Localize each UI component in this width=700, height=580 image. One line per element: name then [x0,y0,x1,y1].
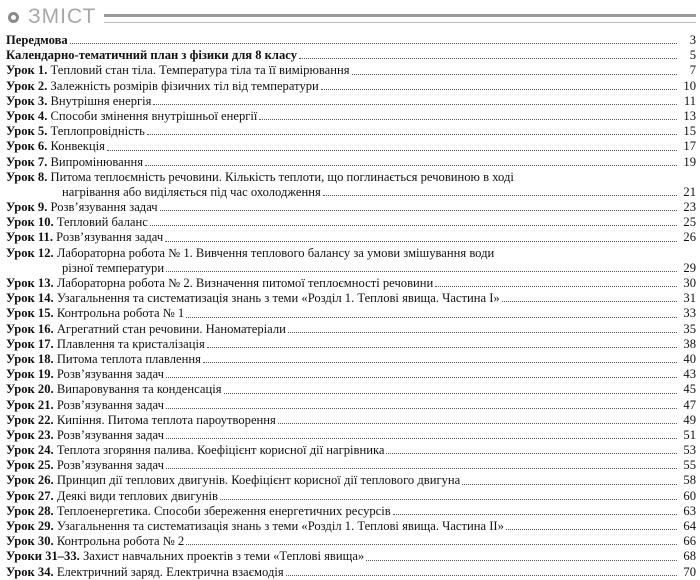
toc-label: Урок 20. [6,382,54,397]
circle-bullet-icon [8,12,19,23]
dot-leader [502,301,677,302]
dot-leader [366,560,677,561]
toc-title-continued: різної температури [62,260,165,275]
page-number: 26 [683,230,696,245]
dot-leader [321,89,677,90]
toc-line [6,413,696,428]
toc-text [6,322,286,337]
toc-line [6,428,696,443]
toc-text [6,63,350,78]
toc-title: Конвекція [50,139,105,154]
toc-label: Урок 1. [6,63,48,78]
toc-title: Кипіння. Питома теплота пароутворення [56,412,276,427]
page-number: 13 [683,108,696,123]
toc-text [6,413,276,428]
toc-label: Урок 10. [6,215,54,230]
toc-entry [6,382,696,397]
toc-line [6,489,696,504]
toc-line [6,322,696,337]
toc-label: Урок 34. [6,564,54,579]
dot-leader [150,225,677,226]
page-number: 38 [683,336,696,351]
toc-entry [6,458,696,473]
toc-text [6,382,222,397]
toc-line [6,246,696,261]
toc-label: Урок 8. [6,169,48,184]
page-number: 30 [683,276,696,291]
toc-label: Урок 28. [6,503,54,518]
toc-label: Урок 5. [6,124,48,139]
toc-text [6,458,164,473]
toc-title: Способи змінення внутрішньої енергії [50,108,258,123]
page-number: 31 [683,291,696,306]
header-rule [104,14,696,23]
toc-label: Урок 22. [6,412,54,427]
toc-text [6,94,151,109]
dot-leader [203,362,677,363]
toc-title: Лабораторна робота № 1. Вивчення теплового балансу за умови змішування води [56,245,495,260]
toc-entry [6,534,696,549]
toc-entry [6,367,696,382]
toc-line [6,337,696,352]
dot-leader [352,74,677,75]
toc-text [6,352,201,367]
page-number: 17 [683,139,696,154]
toc-text [6,489,218,504]
dot-leader [386,453,677,454]
toc-title-continued: нагрівання або виділяється під час охолодження [62,184,321,199]
toc-line [6,306,696,321]
dot-leader [145,165,677,166]
toc-label: Урок 21. [6,397,54,412]
toc-line [6,155,696,170]
toc-text [6,549,364,564]
toc-title: Теплота згоряння палива. Коефіцієнт корисної дії нагрівника [56,443,385,458]
toc-entry [6,337,696,352]
page-number: 60 [683,488,696,503]
toc-label: Урок 15. [6,306,54,321]
toc-line [6,139,696,154]
toc-text [6,215,148,230]
page-number: 68 [683,549,696,564]
page-number: 21 [683,184,696,199]
page-number: 10 [683,78,696,93]
toc-text [6,200,158,215]
toc-text [6,306,184,321]
dot-leader [224,393,677,394]
toc-line [6,215,696,230]
dot-leader [186,317,677,318]
toc-title: Випромінювання [50,154,144,169]
toc-title: Розв’язування задач [50,200,158,215]
page-number: 25 [683,215,696,230]
toc-label: Урок 25. [6,458,54,473]
toc-entry [6,306,696,321]
dot-leader [70,43,677,44]
toc-label: Урок 11. [6,230,53,245]
toc-title: Теплоенергетика. Способи збереження енергетичних ресурсів [56,503,391,518]
toc-title: Узагальнення та систематизація знань з теми «Розділ 1. Теплові явища. Частина І» [56,291,500,306]
toc-title: Лабораторна робота № 2. Визначення питомої теплоємності речовини [56,276,434,291]
toc-title: Електричний заряд. Електрична взаємодія [56,564,284,579]
toc-title: Тепловий стан тіла. Температура тіла та її вимірювання [50,63,350,78]
dot-leader [165,241,677,242]
toc-entry [6,230,696,245]
toc-text [6,139,105,154]
toc-label: Календарно-тематичний план з фізики для 8 класу [6,48,298,63]
toc-label: Уроки 31–33. [6,549,80,564]
toc-title: Розв’язування задач [56,367,164,382]
toc-title: Узагальнення та систематизація знань з теми «Розділ 1. Теплові явища. Частина ІІ» [56,519,504,534]
toc-entry [6,322,696,337]
toc-text [6,276,433,291]
toc-entry [6,473,696,488]
table-of-contents [6,33,696,580]
dot-leader [393,514,677,515]
toc-title: Контрольна робота № 2 [56,534,185,549]
dot-leader [288,332,677,333]
toc-label: Урок 9. [6,200,48,215]
toc-label: Урок 2. [6,78,48,93]
toc-label: Урок 18. [6,351,54,366]
toc-line [6,534,696,549]
toc-line [6,473,696,488]
toc-entry [6,170,696,200]
toc-text [6,291,500,306]
toc-text [6,428,164,443]
toc-entry [6,549,696,564]
page-number: 19 [683,154,696,169]
toc-line [6,382,696,397]
toc-line [6,504,696,519]
page-number: 33 [683,306,696,321]
page-title: ЗМІСТ [28,5,97,28]
dot-leader [286,575,677,576]
page-number: 35 [683,321,696,336]
toc-title: Контрольна робота № 1 [56,306,185,321]
page-number: 49 [683,412,696,427]
toc-label: Урок 26. [6,473,54,488]
page-number: 11 [683,93,696,108]
toc-text [6,109,257,124]
toc-title: Теплопровідність [50,124,145,139]
toc-line [6,170,696,185]
page-number: 55 [683,458,696,473]
dot-leader [166,438,677,439]
toc-text [6,33,68,48]
toc-label: Урок 23. [6,427,54,442]
toc-entry [6,352,696,367]
toc-line [6,79,696,94]
toc-label: Урок 30. [6,534,54,549]
page-number: 58 [683,473,696,488]
toc-label: Передмова [6,33,68,47]
toc-label: Урок 13. [6,276,54,291]
toc-entry [6,276,696,291]
page-number: 70 [683,564,696,579]
toc-title: Розв’язування задач [56,230,164,245]
toc-line [6,230,696,245]
toc-line [6,443,696,458]
toc-title: Деякі види теплових двигунів [56,488,218,503]
toc-entry [6,519,696,534]
toc-entry [6,200,696,215]
toc-entry [6,489,696,504]
dot-leader [299,58,677,59]
page-number: 51 [683,427,696,442]
toc-line [6,200,696,215]
toc-title: Захист навчальних проектів з теми «Теплові явища» [82,549,365,564]
toc-title: Тепловий баланс [56,215,148,230]
page-number: 66 [683,534,696,549]
dot-leader [166,468,677,469]
toc-title: Випаровування та конденсація [56,382,222,397]
toc-entry [6,246,696,276]
toc-text [6,124,145,139]
dot-leader [166,377,677,378]
toc-line [6,367,696,382]
page-number: 47 [683,397,696,412]
toc-text [6,367,164,382]
toc-entry [6,79,696,94]
page-number: 63 [683,503,696,518]
page-number: 43 [683,367,696,382]
page-number: 7 [689,63,696,78]
toc-line [6,352,696,367]
dot-leader [278,423,677,424]
toc-text [6,473,460,488]
toc-text [6,504,391,519]
toc-line [6,94,696,109]
toc-title: Розв’язування задач [56,427,164,442]
toc-text [6,534,184,549]
dot-leader [160,210,677,211]
toc-entry [6,48,696,63]
toc-label: Урок 7. [6,154,48,169]
toc-text [6,519,504,534]
dot-leader [107,150,677,151]
toc-entry [6,155,696,170]
toc-line [6,519,696,534]
toc-title: Розв’язування задач [56,397,164,412]
toc-line [6,109,696,124]
toc-title: Залежність розмірів фізичних тіл від температури [50,78,319,93]
toc-text [6,155,143,170]
dot-leader [435,286,677,287]
toc-line [6,276,696,291]
page-number: 40 [683,351,696,366]
toc-title: Питома теплоємність речовини. Кількість теплоти, що поглинається речовиною в ході [50,169,514,184]
dot-leader [166,271,677,272]
toc-text [6,337,205,352]
toc-label: Урок 29. [6,519,54,534]
toc-label: Урок 14. [6,291,54,306]
toc-entry [6,33,696,48]
dot-leader [186,544,677,545]
toc-line-continued [6,185,696,200]
toc-line [6,398,696,413]
page-number: 3 [689,33,696,47]
toc-entry [6,124,696,139]
dot-leader [259,119,677,120]
page-number: 15 [683,124,696,139]
toc-label: Урок 17. [6,336,54,351]
toc-entry [6,94,696,109]
toc-entry [6,109,696,124]
dot-leader [220,499,677,500]
toc-text [6,443,384,458]
dot-leader [166,408,677,409]
dot-leader [147,134,677,135]
toc-line [6,48,696,63]
dot-leader [207,347,677,348]
toc-title: Агрегатний стан речовини. Наноматеріали [56,321,286,336]
toc-text [6,230,163,245]
toc-entry [6,63,696,78]
page-number: 23 [683,200,696,215]
page-number: 29 [683,260,696,275]
toc-entry [6,428,696,443]
toc-entry [6,413,696,428]
toc-entry [6,443,696,458]
page-number: 5 [689,48,696,63]
toc-line [6,291,696,306]
dot-leader [153,104,677,105]
toc-line [6,549,696,564]
toc-line [6,458,696,473]
toc-entry [6,139,696,154]
toc-label: Урок 3. [6,93,48,108]
toc-header [6,4,696,30]
page-number: 53 [683,443,696,458]
toc-line [6,124,696,139]
toc-label: Урок 6. [6,139,48,154]
dot-leader [506,529,677,530]
toc-text [6,48,297,63]
toc-entry [6,215,696,230]
toc-entry [6,504,696,519]
toc-title: Питома теплота плавлення [56,351,201,366]
toc-label: Урок 19. [6,367,54,382]
page-number: 45 [683,382,696,397]
toc-entry [6,398,696,413]
toc-label: Урок 24. [6,443,54,458]
toc-title: Внутрішня енергія [50,93,152,108]
toc-text [6,398,164,413]
toc-line [6,33,696,48]
toc-label: Урок 16. [6,321,54,336]
toc-entry [6,291,696,306]
toc-label: Урок 4. [6,108,48,123]
page-number: 64 [683,519,696,534]
toc-title: Розв’язування задач [56,458,164,473]
dot-leader [323,195,677,196]
toc-title: Принцип дії теплових двигунів. Коефіцієнт корисної дії теплового двигуна [56,473,461,488]
toc-title: Плавлення та кристалізація [56,336,205,351]
toc-line [6,63,696,78]
toc-label: Урок 12. [6,245,54,260]
dot-leader [462,484,677,485]
toc-line-continued [6,261,696,276]
toc-text [6,79,319,94]
toc-label: Урок 27. [6,488,54,503]
